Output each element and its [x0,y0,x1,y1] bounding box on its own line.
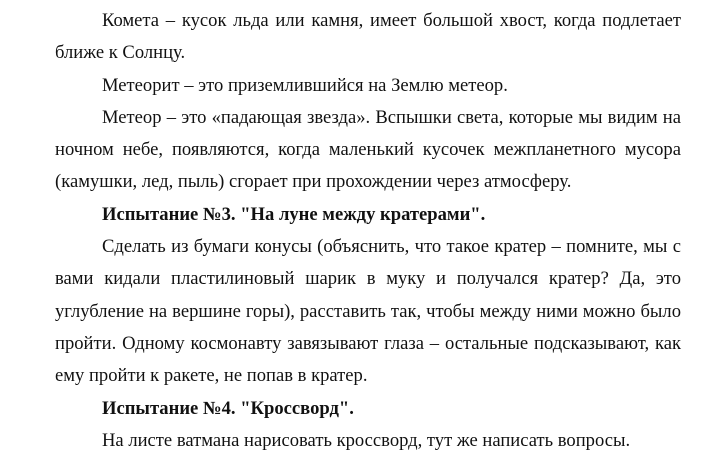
paragraph-meteor: Метеор – это «падающая звезда». Вспышки света, которые мы видим на ночном небе, появляются, когда маленький кусочек межпланетного мусора (камушки, лед, пыль) сгорает при прохождении через атмосферу. [55,106,681,193]
heading-trial-3: Испытание №3. "На луне между кратерами". [102,203,486,225]
paragraph-trial-4-description: На листе ватмана нарисовать кроссворд, тут же написать вопросы. [102,429,631,451]
paragraph-meteorite: Метеорит – это приземлившийся на Землю метеор. [102,74,508,96]
paragraph-trial-3-description: Сделать из бумаги конусы (объяснить, что такое кратер – помните, мы с вами кидали пластилиновый шарик в муку и получался кратер? Да, это углубление на вершине горы), расставить так, чтобы между ними можно было пройти. Одному космонавту завязывают глаза – остальные подсказывают, как ему пройти к ракете, не попав в кратер. [55,236,681,387]
paragraph-comet: Комета – кусок льда или камня, имеет большой хвост, когда подлетает ближе к Солнцу. [55,10,681,64]
heading-trial-4: Испытание №4. "Кроссворд". [102,397,354,419]
document-page [55,5,681,457]
